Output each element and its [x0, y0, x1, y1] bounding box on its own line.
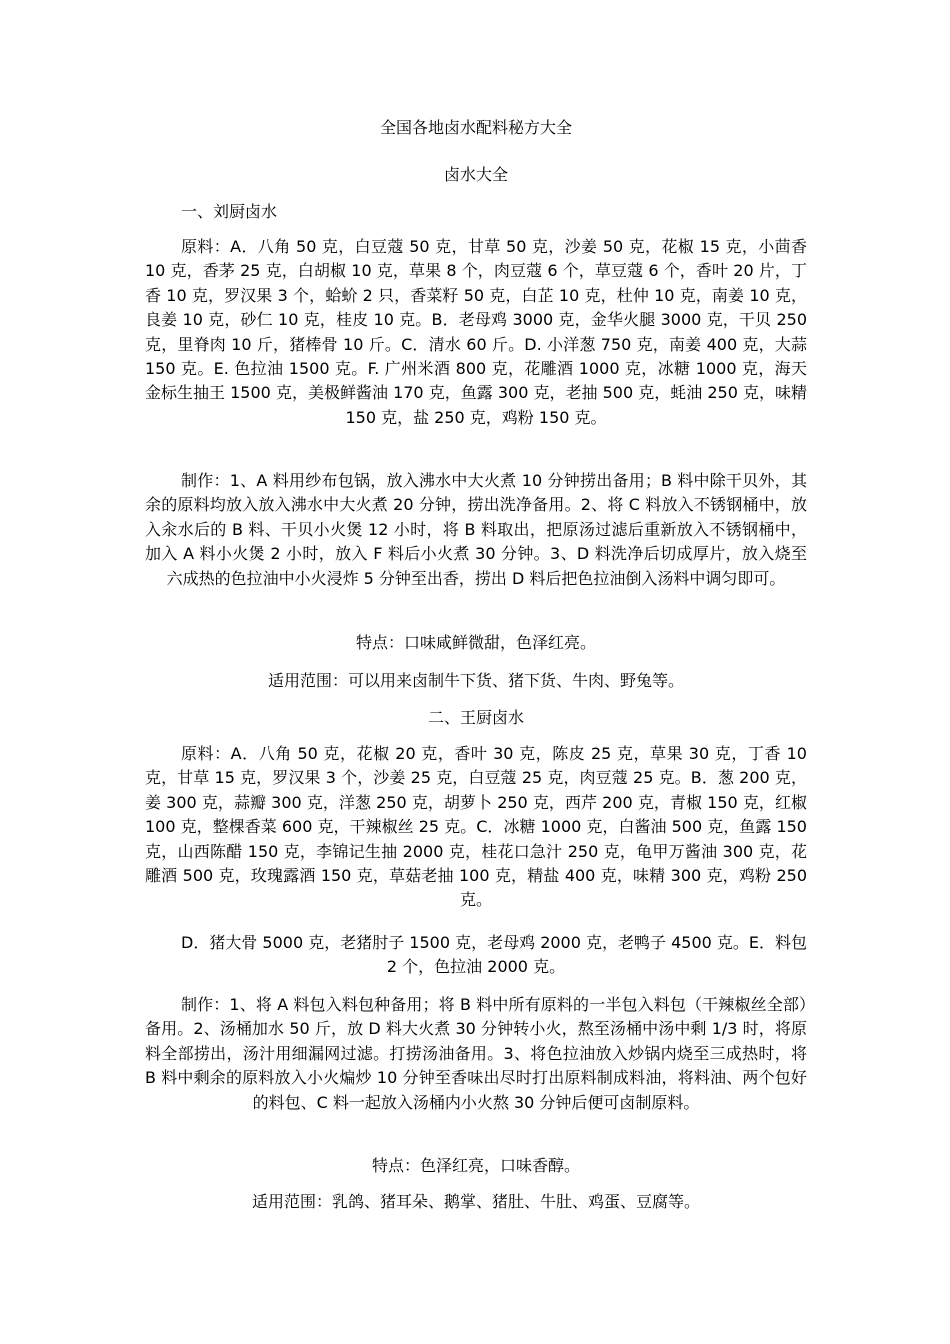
- section-ingredients-liu: 原料：A．八角 50 克，白豆蔻 50 克，甘草 50 克，沙姜 50 克，花椒 15 克，小茴香 10 克，香茅 25 克，白胡椒 10 克，草果 8 个，肉豆蔻 6 个，草豆蔻 6 个，香叶 20 片，丁香 10 克，罗汉果 3 个，蛤蚧 2 只，香菜籽 50 克，白芷 10 克，杜仲 10 克，南姜 10 克，良姜 10 克，砂仁 10 克，桂皮 10 克。B．老母鸡 3000 克，金华火腿 3000 克，干贝 250 克，里脊肉 10 斤，猪棒骨 10 斤。C．清水 60 斤。D. 小洋葱 750 克，南姜 400 克，大蒜 150 克。E. 色拉油 1500 克。F. 广州米酒 800 克，花雕酒 1000 克，冰糖 1000 克，海天金标生抽王 1500 克，美极鲜酱油 170 克，鱼露 300 克，老抽 500 克，蚝油 250 克，味精 150 克，盐 250 克，鸡粉 150 克。: [145, 237, 807, 427]
- section-feature-wang: 特点：色泽红亮，口味香醇。: [371, 1156, 580, 1175]
- document-subtitle: 卤水大全: [443, 165, 508, 184]
- document-title: 全国各地卤水配料秘方大全: [379, 118, 572, 137]
- section-heading-liu: 一、刘厨卤水: [181, 202, 278, 221]
- section-feature-liu: 特点：口味咸鲜微甜，色泽红亮。: [355, 633, 596, 652]
- document-page: [145, 0, 807, 1344]
- section-scope-liu: 适用范围：可以用来卤制牛下货、猪下货、牛肉、野兔等。: [267, 671, 684, 690]
- section-scope-wang: 适用范围：乳鸽、猪耳朵、鹅掌、猪肚、牛肚、鸡蛋、豆腐等。: [251, 1192, 700, 1211]
- section-method-liu: 制作：1、A 料用纱布包锅，放入沸水中大火煮 10 分钟捞出备用；B 料中除干贝外，其余的原料均放入放入沸水中大火煮 20 分钟，捞出洗净备用。2、将 C 料放入不锈钢桶中，放入汆水后的 B 料、干贝小火煲 12 小时，将 B 料取出，把原汤过滤后重新放入不锈钢桶中，加入 A 料小火煲 2 小时，放入 F 料后小火煮 30 分钟。3、D 料洗净后切成厚片，放入烧至六成热的色拉油中小火浸炸 5 分钟至出香，捞出 D 料后把色拉油倒入汤料中调匀即可。: [145, 471, 807, 588]
- section-ingredients-wang-2: D．猪大骨 5000 克，老猪肘子 1500 克，老母鸡 2000 克，老鸭子 4500 克。E．料包 2 个，色拉油 2000 克。: [181, 933, 807, 977]
- section-method-wang: 制作：1、将 A 料包入料包种备用；将 B 料中所有原料的一半包入料包（干辣椒丝全部）备用。2、汤桶加水 50 斤，放 D 料大火煮 30 分钟转小火，熬至汤桶中汤中剩 1/3 时，将原料全部捞出，汤汁用细漏网过滤。打捞汤油备用。3、将色拉油放入炒锅内烧至三成热时，将 B 料中剩余的原料放入小火煸炒 10 分钟至香味出尽时打出原料制成料油，将料油、两个包好的料包、C 料一起放入汤桶内小火熬 30 分钟后便可卤制原料。: [145, 995, 807, 1112]
- section-heading-wang: 二、王厨卤水: [427, 708, 524, 727]
- section-ingredients-wang: 原料：A．八角 50 克，花椒 20 克，香叶 30 克，陈皮 25 克，草果 30 克，丁香 10 克，甘草 15 克，罗汉果 3 个，沙姜 25 克，白豆蔻 25 克，肉豆蔻 25 克。B．葱 200 克，姜 300 克，蒜瓣 300 克，洋葱 250 克，胡萝卜 250 克，西芹 200 克，青椒 150 克，红椒 100 克，整棵香菜 600 克，干辣椒丝 25 克。C．冰糖 1000 克，白酱油 500 克，鱼露 150 克，山西陈醋 150 克，李锦记生抽 2000 克，桂花口急汁 250 克，龟甲万酱油 300 克，花雕酒 500 克，玫瑰露酒 150 克，草菇老抽 100 克，精盐 400 克，味精 300 克，鸡粉 250 克。: [145, 744, 807, 910]
